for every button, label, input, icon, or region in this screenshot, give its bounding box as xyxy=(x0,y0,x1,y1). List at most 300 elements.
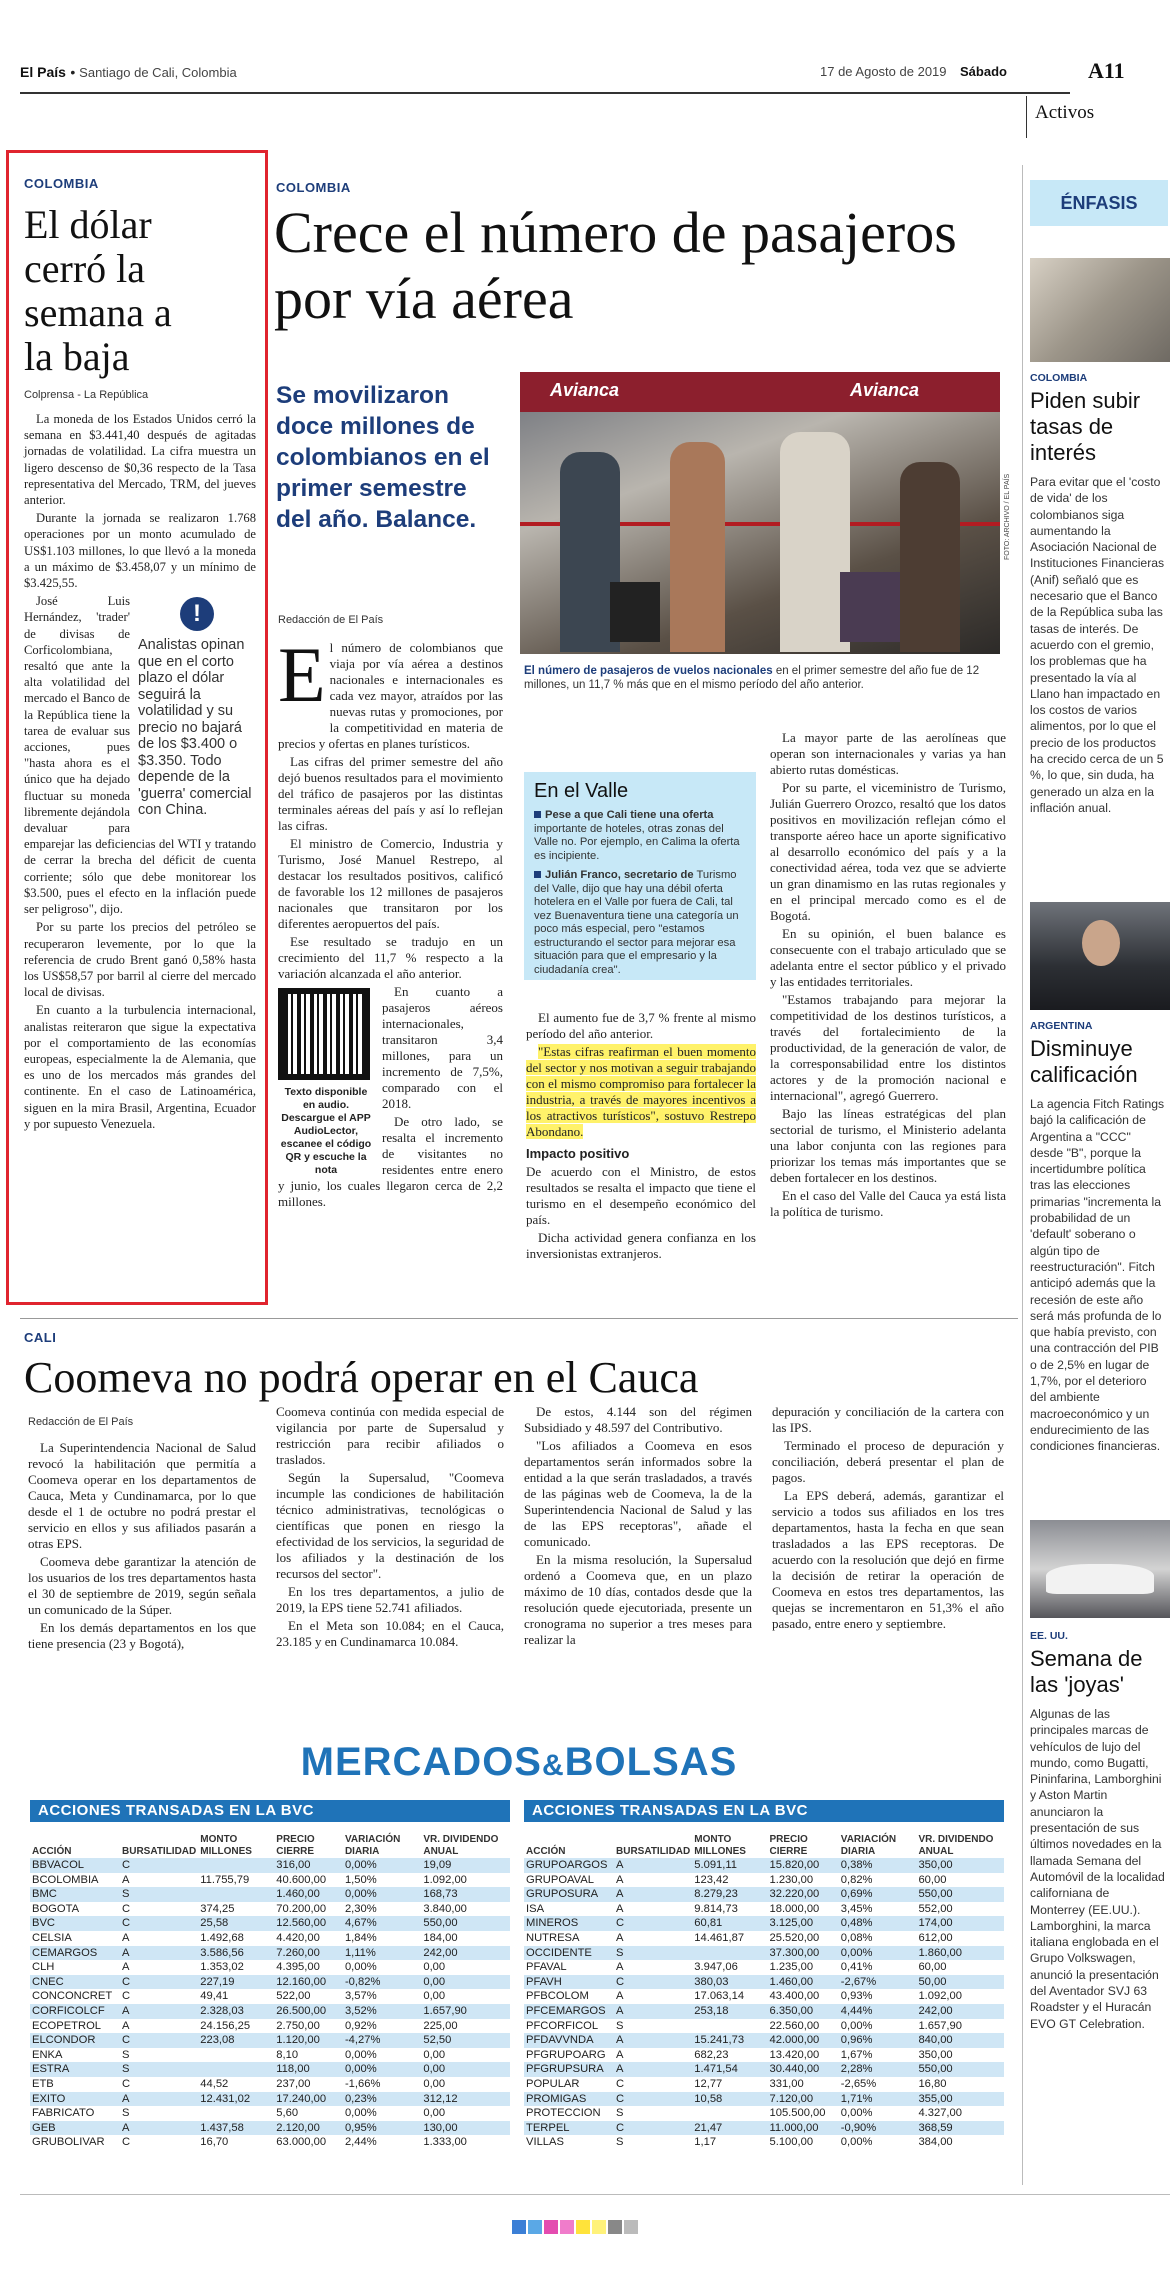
table-cell: A xyxy=(616,1873,624,1886)
byline: Redacción de El País xyxy=(278,614,384,626)
table-cell: A xyxy=(614,2033,692,2048)
table-cell: A xyxy=(120,2121,198,2136)
table-cell: 40.600,00 xyxy=(276,1873,327,1886)
table-cell: GRUBOLIVAR xyxy=(32,2136,105,2149)
table-cell: 1,17 xyxy=(694,2136,717,2149)
table-cell: GEB xyxy=(30,2121,120,2136)
callout-box xyxy=(138,597,256,819)
table-cell: C xyxy=(122,2136,131,2149)
table-cell: 11.000,00 xyxy=(768,2121,839,2136)
table-cell: 3,57% xyxy=(344,1990,377,2003)
table-cell: PFBCOLOM xyxy=(526,1990,589,2003)
table-row xyxy=(524,2077,1004,2092)
section-tag: CALI xyxy=(24,1330,57,1345)
table-cell: 0,00% xyxy=(344,2107,377,2120)
table-cell: 550,00 xyxy=(421,1916,510,1931)
table-cell: 3,45% xyxy=(840,1902,873,1915)
table-cell: 3.947,06 xyxy=(694,1961,738,1974)
table-cell: ESTRA xyxy=(30,2062,120,2077)
table-cell: 10,58 xyxy=(692,2092,767,2107)
coomeva-col-2: Coomeva continúa con medida especial de vigilancia por parte de Supersalud y restricción para recibir afiliados o traslados. Según la Supersalud, "Coomeva incumple las condiciones de habilitación técnico administrativas, tecnológicas o científicas que ponen en riesgo la efectividad de los servicios, la seguridad de los afiliados y la destinación de los recursos del sector". En los tres departamentos, a julio de 2019, la EPS tiene 52.741 afiliados. En el Meta son 10.084; en el Cauca, 23.185 y en Cundinamarca 10.084. xyxy=(276,1404,504,1649)
table-row xyxy=(30,1916,510,1931)
table-cell: 0,00 xyxy=(423,2048,446,2061)
table-row xyxy=(524,1931,1004,1946)
table-cell: 168,73 xyxy=(421,1887,510,1902)
table-cell: CNEC xyxy=(30,1975,120,1990)
table-row xyxy=(524,1887,1004,1902)
table-cell: 70.200,00 xyxy=(276,1902,327,1915)
table-cell: -0,90% xyxy=(839,2121,917,2136)
table-cell: 374,25 xyxy=(200,1902,235,1915)
table-cell: ENKA xyxy=(32,2048,63,2061)
enfasis-item-2: ARGENTINA Disminuye calificación La agencia Fitch Ratings bajó la calificación de Argentina a "CCC" desde "B", porque la incertidumbre política tras las elecciones primarias "incrementa la probabilidad de un 'default' soberano o algún tipo de reestructuración". Fitch anticipó además que la recesión de este año será más profunda de lo que había previsto, con una contracción del PIB o de 2,5% en lugar de 1,7%, por el deterioro del ambiente macroeconómico y un endurecimiento de las condiciones financieras. xyxy=(1030,1020,1165,1454)
table-cell: 550,00 xyxy=(916,2062,1004,2077)
table-cell xyxy=(692,2106,767,2121)
table-cell: 60,00 xyxy=(918,1961,947,1974)
table-cell: 44,52 xyxy=(200,2077,229,2090)
table-cell: 0,38% xyxy=(839,1858,917,1873)
table-cell: 12,77 xyxy=(694,2077,723,2090)
table-cell: 7.260,00 xyxy=(274,1946,343,1961)
table-cell: C xyxy=(122,1902,131,1915)
table-cell: 0,08% xyxy=(840,1931,873,1944)
table-cell: CONCONCRET xyxy=(32,1990,113,2003)
table-cell: 316,00 xyxy=(274,1858,343,1873)
enfasis-headline: Piden subir tasas de interés xyxy=(1030,388,1141,465)
table-cell: 22.560,00 xyxy=(769,2019,820,2032)
table-row xyxy=(30,1858,510,1873)
coomeva-col-4: depuración y conciliación de la cartera con las IPS. Terminado el proceso de depuración y conciliación, deberá presentar el plan de pagos. La EPS deberá, además, garantizar el servicio a todos sus afiliados en los tres departamentos, hasta la fecha en que sean trasladados a las EPS receptoras. De acuerdo con la resolución que dejó en firme la decisión de retirar la operación de Coomeva en estos tres departamentos, las quejas se incrementaron en 51,3% el año pasado, entre enero y septiembre. xyxy=(772,1404,1004,1631)
exclamation-icon: ! xyxy=(180,597,214,631)
table-cell: 1.492,68 xyxy=(200,1931,244,1944)
table-cell: 12.431,02 xyxy=(198,2092,274,2107)
table-cell: 9.814,73 xyxy=(694,1902,738,1915)
table-cell: 1.460,00 xyxy=(768,1975,839,1990)
table-cell: 253,18 xyxy=(692,2004,767,2019)
table-cell: 3,52% xyxy=(343,2004,421,2019)
table-cell: 105.500,00 xyxy=(769,2107,826,2120)
airport-photo: Avianca Avianca xyxy=(520,372,1000,654)
table-cell: C xyxy=(122,2077,131,2090)
table-cell: 25.520,00 xyxy=(769,1931,820,1944)
table-cell: 522,00 xyxy=(276,1990,311,2003)
table-cell: A xyxy=(120,2092,198,2107)
table-row xyxy=(30,2048,510,2063)
table-cell: 25,58 xyxy=(198,1916,274,1931)
table-cell: S xyxy=(616,2019,624,2032)
table-row xyxy=(524,2062,1004,2077)
table-cell: 30.440,00 xyxy=(768,2062,839,2077)
qr-block xyxy=(278,988,374,1177)
table-cell: C xyxy=(614,2121,692,2136)
table-cell: 2,28% xyxy=(839,2062,917,2077)
table-cell: C xyxy=(120,2033,198,2048)
table-cell: 26.500,00 xyxy=(274,2004,343,2019)
table-cell xyxy=(198,2048,274,2063)
table-cell: A xyxy=(614,2062,692,2077)
table-cell: -0,82% xyxy=(343,1975,421,1990)
table-row xyxy=(30,2019,510,2034)
table-row xyxy=(30,2092,510,2107)
table-cell: 0,00 xyxy=(423,2107,446,2120)
table-cell: PFAVH xyxy=(524,1975,614,1990)
table-row xyxy=(30,1931,510,1946)
table-cell: 1.092,00 xyxy=(423,1873,467,1886)
table-row xyxy=(524,2121,1004,2136)
table-cell: BCOLOMBIA xyxy=(32,1873,99,1886)
column-header: MONTO MILLONES xyxy=(200,1834,252,1857)
masthead-paper: El País xyxy=(20,64,66,80)
table-cell: 0,92% xyxy=(344,2019,377,2032)
table-cell: 0,69% xyxy=(839,1887,917,1902)
table-cell: 4.420,00 xyxy=(276,1931,320,1944)
table-row xyxy=(30,1975,510,1990)
table-cell: 355,00 xyxy=(916,2092,1004,2107)
table-cell: 11.755,79 xyxy=(200,1873,250,1886)
masthead-day: Sábado xyxy=(960,64,1007,79)
table-cell: NUTRESA xyxy=(526,1931,580,1944)
subheading: Impacto positivo xyxy=(526,1146,630,1161)
table-cell: CORFICOLCF xyxy=(30,2004,120,2019)
markets-table-left xyxy=(30,1800,510,2150)
table-cell: 1.230,00 xyxy=(769,1873,814,1886)
table-cell: 2,30% xyxy=(344,1902,377,1915)
table-cell: S xyxy=(614,1946,692,1961)
table-cell: 3.125,00 xyxy=(768,1916,839,1931)
table-cell: 1.120,00 xyxy=(274,2033,343,2048)
table-row xyxy=(30,2004,510,2019)
table-cell: 15.820,00 xyxy=(768,1858,839,1873)
table-cell: C xyxy=(120,1858,198,1873)
column-header: VARIACIÓN DIARIA xyxy=(840,1834,897,1857)
table-cell: PFCORFICOL xyxy=(526,2019,599,2032)
table-row xyxy=(30,2033,510,2048)
table-cell: CELSIA xyxy=(32,1931,72,1944)
table-row xyxy=(524,1916,1004,1931)
table-cell: A xyxy=(614,1887,692,1902)
box-title: En el Valle xyxy=(534,780,629,802)
table-cell: 17.240,00 xyxy=(274,2092,343,2107)
table-cell: 1,11% xyxy=(343,1946,421,1961)
left-story-body xyxy=(24,411,256,1132)
table-cell: 0,00% xyxy=(343,1887,421,1902)
table-cell: A xyxy=(616,1961,624,1974)
table-cell: PFDAVVNDA xyxy=(524,2033,614,2048)
table-cell: 0,00 xyxy=(423,1961,446,1974)
table-cell: 1,71% xyxy=(839,2092,917,2107)
table-cell: 50,00 xyxy=(916,1975,1004,1990)
table-cell: 840,00 xyxy=(916,2033,1004,2048)
paragraph: Por su parte los precios del petróleo se recuperaron levemente, por lo que la referencia de crudo Brent ganó 0,58% hasta los US$58,57 por barril al cierre del mercado local de divisas. xyxy=(24,920,256,1000)
table-cell: 242,00 xyxy=(916,2004,1004,2019)
table-row xyxy=(30,1946,510,1961)
table-cell: 1.235,00 xyxy=(769,1961,814,1974)
table-cell: 63.000,00 xyxy=(276,2136,327,2149)
table-cell: 682,23 xyxy=(694,2048,729,2061)
callout-text: Analistas opinan que en el corto plazo el dólar seguirá la volatilidad y su precio no bajará de los $3.400 o $3.350. Todo depende de la 'guerra' comercial con China. xyxy=(138,637,252,819)
table-cell: 0,00% xyxy=(839,1946,917,1961)
table-cell: 8.279,23 xyxy=(692,1887,767,1902)
enfasis-item-1: COLOMBIA Piden subir tasas de interés Para evitar que el 'costo de vida' de los colombianos siga aumentando la Asociación Nacional de Instituciones Financieras (Anif) señaló que es necesario que el Banco de la República suba las tasas de interés. De acuerdo con el gremio, los problemas que ha presentado la vía al Llano han impactado en los costos de varios alimentos, por lo que el precio de los productos ha crecido cerca de un 5 %, lo que, sin duda, ha generado un alza en la inflación anual. xyxy=(1030,372,1165,815)
table-row xyxy=(524,1989,1004,2004)
coomeva-col-1: La Superintendencia Nacional de Salud revocó la habilitación que permitía a Coomeva operar en los departamentos de Cauca, Meta y Cundinamarca, por lo que desde el 1 de octubre no podrá prestar el servicio en ellos y sus afiliados pasarán a otras EPS. Coomeva debe garantizar la atención de los usuarios de los tres departamentos hasta el 30 de septiembre de 2019, según señala un comunicado de la Súper. En los demás departamentos en los que tiene presencia (23 y Bogotá), xyxy=(28,1440,256,1651)
table-cell: -2,67% xyxy=(839,1975,917,1990)
table-row xyxy=(30,2077,510,2092)
table-cell: A xyxy=(616,1931,624,1944)
table-title: ACCIONES TRANSADAS EN LA BVC xyxy=(30,1800,510,1822)
table-cell: 4.395,00 xyxy=(276,1961,320,1974)
paragraph: José Luis Hernández, 'trader' de divisas de Corficolombiana, resaltó que ante la alta volatilidad del mercado el Banco de la República tiene la tarea de evaluar sus acciones, pues "hasta ahora es el único que ha dejado fluctuar su moneda libremente dejándola devaluar para emparejar las deficiencias del WTI y tratando de cerrar la brecha del déficit de cuenta corriente; sólo que debe monitorear los $3.500, pues el efecto en la inflación puede ser peligroso", dijo. xyxy=(24,594,256,917)
table-cell: 0,23% xyxy=(343,2092,421,2107)
table-cell: 0,95% xyxy=(343,2121,421,2136)
table-cell: C xyxy=(120,1975,198,1990)
masthead-date: 17 de Agosto de 2019 xyxy=(820,64,947,79)
paragraph: En cuanto a la turbulencia internacional, analistas reiteraron que sigue la expectativa por el comportamiento de las economías europeas, especialmente la de Alemania, que es uno de los mercados más grandes del continente. En el caso de Latinoamérica, siguen en la mira Brasil, Argentina, Ecuador y por supuesto Venezuela. xyxy=(24,1003,256,1131)
table-cell: 16,70 xyxy=(200,2136,229,2149)
table-cell xyxy=(198,1887,274,1902)
table-cell: 19,09 xyxy=(421,1858,510,1873)
bullet-icon xyxy=(534,871,541,878)
table-row xyxy=(524,2135,1004,2150)
coomeva-headline: Coomeva no podrá operar en el Cauca xyxy=(24,1353,699,1402)
table-cell: A xyxy=(122,1931,130,1944)
table-cell: -4,27% xyxy=(343,2033,421,2048)
table-cell: 350,00 xyxy=(918,2048,953,2061)
table-cell: ISA xyxy=(526,1902,545,1915)
table-cell: 0,00% xyxy=(344,1961,377,1974)
table-cell: 1.860,00 xyxy=(916,1946,1004,1961)
table-cell: 12.160,00 xyxy=(274,1975,343,1990)
en-el-valle-box: En el Valle Pese a que Cali tiene una oferta importante de hoteles, otras zonas del Valle no. Por ejemplo, en Calima la oferta es incipiente. Julián Franco, secretario de Turismo del Valle, dijo que hay una débil oferta hotelera en el Valle por fuera de Cali, tal vez Buenaventura tiene una categoría un poco más especial, pero "estamos estructurando el sector para mejorar esa situación para que el empresario y la ciudadanía crea". xyxy=(524,772,756,980)
table-cell: CEMARGOS xyxy=(30,1946,120,1961)
table-cell: A xyxy=(120,2004,198,2019)
main-col-1: E l número de colombianos que viaja por vía aérea a destinos nacionales e internacionales es cada vez mayor, atraídos por las nuevas rutas y promociones, por la competitividad en materia de precios y ofertas en planes turísticos. Las cifras del primer semestre del año dejó buenos resultados para el movimiento del tráfico de pasajeros por las distintas terminales aéreas del país y así lo reflejan las cifras. El ministro de Comercio, Industria y Turismo, José Manuel Restrepo, al destacar los resultados positivos, calificó de favorable los 12 millones de pasajeros nacionales que transitaron por los diferentes aeropuertos del país. Ese resultado se tradujo en un crecimiento del 11,7 % respecto a la variación alcanzada el año anterior. Texto disponible en audio. Descargue el APP AudioLector, escanee el código QR y escuche la nota En cuanto a pasajeros aéreos internacionales, transitaron 3,4 millones, para un incremento de 7,5%, comparado con el 2018. De otro lado, se resalta el incremento de visitantes no residentes entre enero y junio, los cuales llegaron cerca de 2,2 millones. xyxy=(278,631,503,1209)
table-cell: 18.000,00 xyxy=(769,1902,820,1915)
masthead: El País • Santiago de Cali, Colombia 17 de Agosto de 2019 Sábado A11 xyxy=(20,58,1125,83)
table-row xyxy=(524,1975,1004,1990)
table-cell: 552,00 xyxy=(918,1902,953,1915)
table-cell: ETB xyxy=(32,2077,54,2090)
table-cell: 5,60 xyxy=(276,2107,299,2120)
markets-title: MERCADOS&BOLSAS xyxy=(300,1740,738,1784)
table-cell: 17.063,14 xyxy=(694,1990,745,2003)
table-row xyxy=(30,2135,510,2150)
column-header: BURSATILIDAD xyxy=(616,1846,691,1857)
table-cell: 384,00 xyxy=(918,2136,953,2149)
table-cell: 130,00 xyxy=(421,2121,510,2136)
table-row xyxy=(524,1946,1004,1961)
portrait-photo xyxy=(1030,902,1170,1010)
paragraph: La moneda de los Estados Unidos cerró la semana en $3.441,40 después de agitadas jornadas de volatilidad. La cifra muestra un ligero descenso de $0,36 respecto de la Tasa representativa del Mercado, TRM, del jueves anterior. xyxy=(24,412,256,508)
table-cell: PROMIGAS xyxy=(524,2092,614,2107)
table-cell: 0,00 xyxy=(423,1990,446,2003)
table-cell: 1,67% xyxy=(840,2048,873,2061)
table-cell xyxy=(692,1946,767,1961)
table-cell: 1.333,00 xyxy=(423,2136,467,2149)
enfasis-item-3: EE. UU. Semana de las 'joyas' Algunas de las principales marcas de vehículos de lujo del mundo, como Bugatti, Pininfarina, Lamborghini y Aston Martin anunciaron la presentación de sus últimos novedades en la llamada Semana del Automóvil de la localidad californiana de Monterrey (EE.UU.). Lamborghini, la marca italiana englobada en el Grupo Volkswagen, anunció la presentación del Aventador SVJ 63 Roadster y el Huracán EVO GT Celebration. xyxy=(1030,1630,1165,2031)
main-deck: Se movilizaron doce millones de colombianos en el primer semestre del año. Balance. xyxy=(276,382,490,533)
table-row xyxy=(524,2004,1004,2019)
left-story xyxy=(24,168,256,1134)
table-cell: 223,08 xyxy=(198,2033,274,2048)
table-cell: 60,00 xyxy=(918,1873,947,1886)
table-cell: 14.461,87 xyxy=(694,1931,745,1944)
table-cell: 5.091,11 xyxy=(692,1858,767,1873)
table-row xyxy=(524,1873,1004,1888)
table-cell: 4,67% xyxy=(343,1916,421,1931)
table-cell: A xyxy=(122,1961,130,1974)
table-cell xyxy=(692,2019,767,2034)
table-row xyxy=(524,2033,1004,2048)
main-col-2: El aumento fue de 3,7 % frente al mismo período del año anterior. "Estas cifras reafirman el buen momento del sector y nos motivan a seguir trabajando con el mismo compromiso para fortalecer la industria, a través de mayores incentivos a los atractivos turísticos", sostuvo Restrepo Abondano. Impacto positivo De acuerdo con el Ministro, de estos resultados se resalta el impacto que tiene el turismo en el desempeño económico del país. Dicha actividad genera confianza en los inversionistas extranjeros. xyxy=(526,1010,756,1261)
table-cell: MINEROS xyxy=(524,1916,614,1931)
table-cell: 5.100,00 xyxy=(769,2136,814,2149)
table-cell: 1.092,00 xyxy=(918,1990,962,2003)
table-cell: 15.241,73 xyxy=(692,2033,767,2048)
column-header: MONTO MILLONES xyxy=(694,1834,746,1857)
table-cell: C xyxy=(616,2077,625,2090)
table-cell: C xyxy=(614,1916,692,1931)
coomeva-col-3: De estos, 4.144 son del régimen Subsidiado y 48.597 del Contributivo. "Los afiliados a Coomeva en esos departamentos serán informados sobre la entidad a la que serán trasladados, a través de las páginas web de Coomeva, la de la Superintendencia Nacional de Salud y las de las EPS receptoras", añade el comunicado. En la misma resolución, la Supersalud ordenó a Coomeva que, en un plazo máximo de 10 días, contados desde que la resolución quede ejecutoriada, presente un cronograma no superior a tres meses para realizar la xyxy=(524,1404,752,1647)
table-cell: 4,44% xyxy=(839,2004,917,2019)
table-row xyxy=(524,2019,1004,2034)
table-cell: PFGRUPOARG xyxy=(526,2048,606,2061)
table-cell: 1,84% xyxy=(344,1931,377,1944)
table-row xyxy=(30,2106,510,2121)
table-cell: 1.437,58 xyxy=(198,2121,274,2136)
table-cell: 1.460,00 xyxy=(274,1887,343,1902)
table-cell: 0,96% xyxy=(839,2033,917,2048)
table-row xyxy=(524,2092,1004,2107)
table-cell: S xyxy=(122,2048,130,2061)
table-cell: S xyxy=(122,2107,130,2120)
qr-caption: Texto disponible en audio. Descargue el APP AudioLector, escanee el código QR y escuche la nota xyxy=(280,1086,372,1176)
table-cell: C xyxy=(120,1916,198,1931)
table-cell: 350,00 xyxy=(916,1858,1004,1873)
table-cell: 21,47 xyxy=(692,2121,767,2136)
table-cell: TERPEL xyxy=(524,2121,614,2136)
table-row xyxy=(30,1960,510,1975)
table-cell: 225,00 xyxy=(423,2019,458,2032)
table-cell xyxy=(198,2062,274,2077)
table-cell: 52,50 xyxy=(421,2033,510,2048)
table-cell: A xyxy=(614,1858,692,1873)
table-cell: 2.120,00 xyxy=(274,2121,343,2136)
table-cell: GRUPOSURA xyxy=(524,1887,614,1902)
table-cell: A xyxy=(616,1990,624,2003)
table-cell: 0,93% xyxy=(840,1990,873,2003)
table-cell: 0,00% xyxy=(344,2048,377,2061)
column-header: PRECIO CIERRE xyxy=(276,1834,315,1857)
column-header: VARIACIÓN DIARIA xyxy=(344,1834,401,1857)
table-cell: 0,00 xyxy=(423,2077,446,2090)
table-row xyxy=(524,1902,1004,1917)
table-row xyxy=(30,2062,510,2077)
table-cell: A xyxy=(614,2004,692,2019)
table-row xyxy=(30,1873,510,1888)
print-color-bar xyxy=(512,2220,640,2239)
paragraph: Durante la jornada se realizaron 1.768 operaciones por un monto acumulado de US$1.103 millones, lo que llevó a la moneda a un máximo de $3.458,07 y un mínimo de $3.425,55. xyxy=(24,511,256,591)
table-row xyxy=(30,2121,510,2136)
table-cell: BBVACOL xyxy=(30,1858,120,1873)
bullet-icon xyxy=(534,811,541,818)
qr-code xyxy=(278,988,370,1080)
table-cell: 612,00 xyxy=(918,1931,953,1944)
table-cell: 184,00 xyxy=(423,1931,458,1944)
byline: Colprensa - La República xyxy=(24,389,149,401)
masthead-location: Santiago de Cali, Colombia xyxy=(79,65,237,80)
table-cell: A xyxy=(122,2019,130,2032)
table-cell: OCCIDENTE xyxy=(524,1946,614,1961)
table-row xyxy=(30,1989,510,2004)
table-cell: C xyxy=(122,1990,131,2003)
table-cell: 3.840,00 xyxy=(423,1902,467,1915)
table-cell: 0,00% xyxy=(840,2019,873,2032)
section-tag: COLOMBIA xyxy=(276,180,351,195)
table-cell: 227,19 xyxy=(198,1975,274,1990)
left-story-headline: El dólar cerró la semana a la baja xyxy=(24,202,172,379)
table-cell: 174,00 xyxy=(916,1916,1004,1931)
table-cell: FABRICATO xyxy=(32,2107,95,2120)
stocks-table xyxy=(30,1822,510,2150)
table-cell: S xyxy=(616,2136,624,2149)
table-cell: 16,80 xyxy=(918,2077,947,2090)
table-cell: 60,81 xyxy=(692,1916,767,1931)
table-title: ACCIONES TRANSADAS EN LA BVC xyxy=(524,1800,1004,1822)
table-cell: PFAVAL xyxy=(526,1961,567,1974)
table-row xyxy=(30,1887,510,1902)
page-number: A11 xyxy=(1088,58,1125,83)
table-cell: A xyxy=(120,1946,198,1961)
table-cell: C xyxy=(614,1975,692,1990)
highlighted-quote: "Estas cifras reafirman el buen momento del sector y nos motivan a seguir trabajando con el mismo compromiso para fortalecer la industria, a través de mayores incentivos a los atractivos turísticos", sostuvo Restrepo Abondano. xyxy=(526,1044,756,1139)
table-cell: 0,00% xyxy=(840,2107,873,2120)
table-cell: A xyxy=(122,1873,130,1886)
column-header: PRECIO CIERRE xyxy=(769,1834,808,1857)
table-cell: ELCONDOR xyxy=(30,2033,120,2048)
table-cell: 2,44% xyxy=(344,2136,377,2149)
table-row xyxy=(524,2048,1004,2063)
table-cell: 1.471,54 xyxy=(692,2062,767,2077)
table-cell: 37.300,00 xyxy=(768,1946,839,1961)
table-cell: 0,48% xyxy=(839,1916,917,1931)
table-cell: BVC xyxy=(30,1916,120,1931)
table-cell: 0,00 xyxy=(421,2062,510,2077)
table-cell: -2,65% xyxy=(840,2077,877,2090)
table-cell: 32.220,00 xyxy=(768,1887,839,1902)
table-cell: 0,41% xyxy=(840,1961,873,1974)
table-cell: BMC xyxy=(30,1887,120,1902)
table-cell: 242,00 xyxy=(421,1946,510,1961)
photo-credit: FOTO: ARCHIVO / EL PAÍS xyxy=(1004,473,1011,560)
table-row xyxy=(524,2106,1004,2121)
markets-table-right xyxy=(524,1800,1004,2150)
table-cell: 8,10 xyxy=(276,2048,299,2061)
table-row xyxy=(524,1858,1004,1873)
enfasis-headline: Semana de las 'joyas' xyxy=(1030,1646,1143,1697)
table-cell: 1.657,90 xyxy=(918,2019,962,2032)
table-cell: CLH xyxy=(32,1961,55,1974)
table-cell: 368,59 xyxy=(916,2121,1004,2136)
column-header: ACCIÓN xyxy=(32,1846,72,1857)
enfasis-header: ÉNFASIS xyxy=(1030,180,1168,226)
table-cell: 7.120,00 xyxy=(768,2092,839,2107)
table-cell: 1.353,02 xyxy=(200,1961,244,1974)
table-cell: 2.750,00 xyxy=(276,2019,320,2032)
table-cell: 0,82% xyxy=(840,1873,873,1886)
table-cell: 1,50% xyxy=(344,1873,377,1886)
main-col-3: La mayor parte de las aerolíneas que operan son internacionales y varias ya han abierto rutas domésticas. Por su parte, el viceministro de Turismo, Julián Guerrero Orozco, resaltó que los datos positivos en movilización reflejan cómo el transporte aéreo hace un aporte significativo al desarrollo económico del país y a la conectividad aérea, toda vez que se advierte un gran dinamismo en las rutas regionales y en el principal mercado como es el de Bogotá. En su opinión, el buen balance es consecuente con el trabajo articulado que se adelanta entre el sector público y el privado y las entidades territoriales. "Estamos trabajando para mejorar la competitividad de los destinos turísticos, a través del fortalecimiento de la productividad, de la generación de valor, de la corresponsabilidad entre los distintos actores y de la promoción nacional e internacional", agregó Guerrero. Bajo las líneas estratégicas del plan sectorial de turismo, el Ministerio adelanta una labor conjunta con las regiones para priorizar los temas más importantes que se deben fortalecer en los destinos. En el caso del Valle del Cauca ya está lista la política de turismo. xyxy=(770,730,1006,1219)
